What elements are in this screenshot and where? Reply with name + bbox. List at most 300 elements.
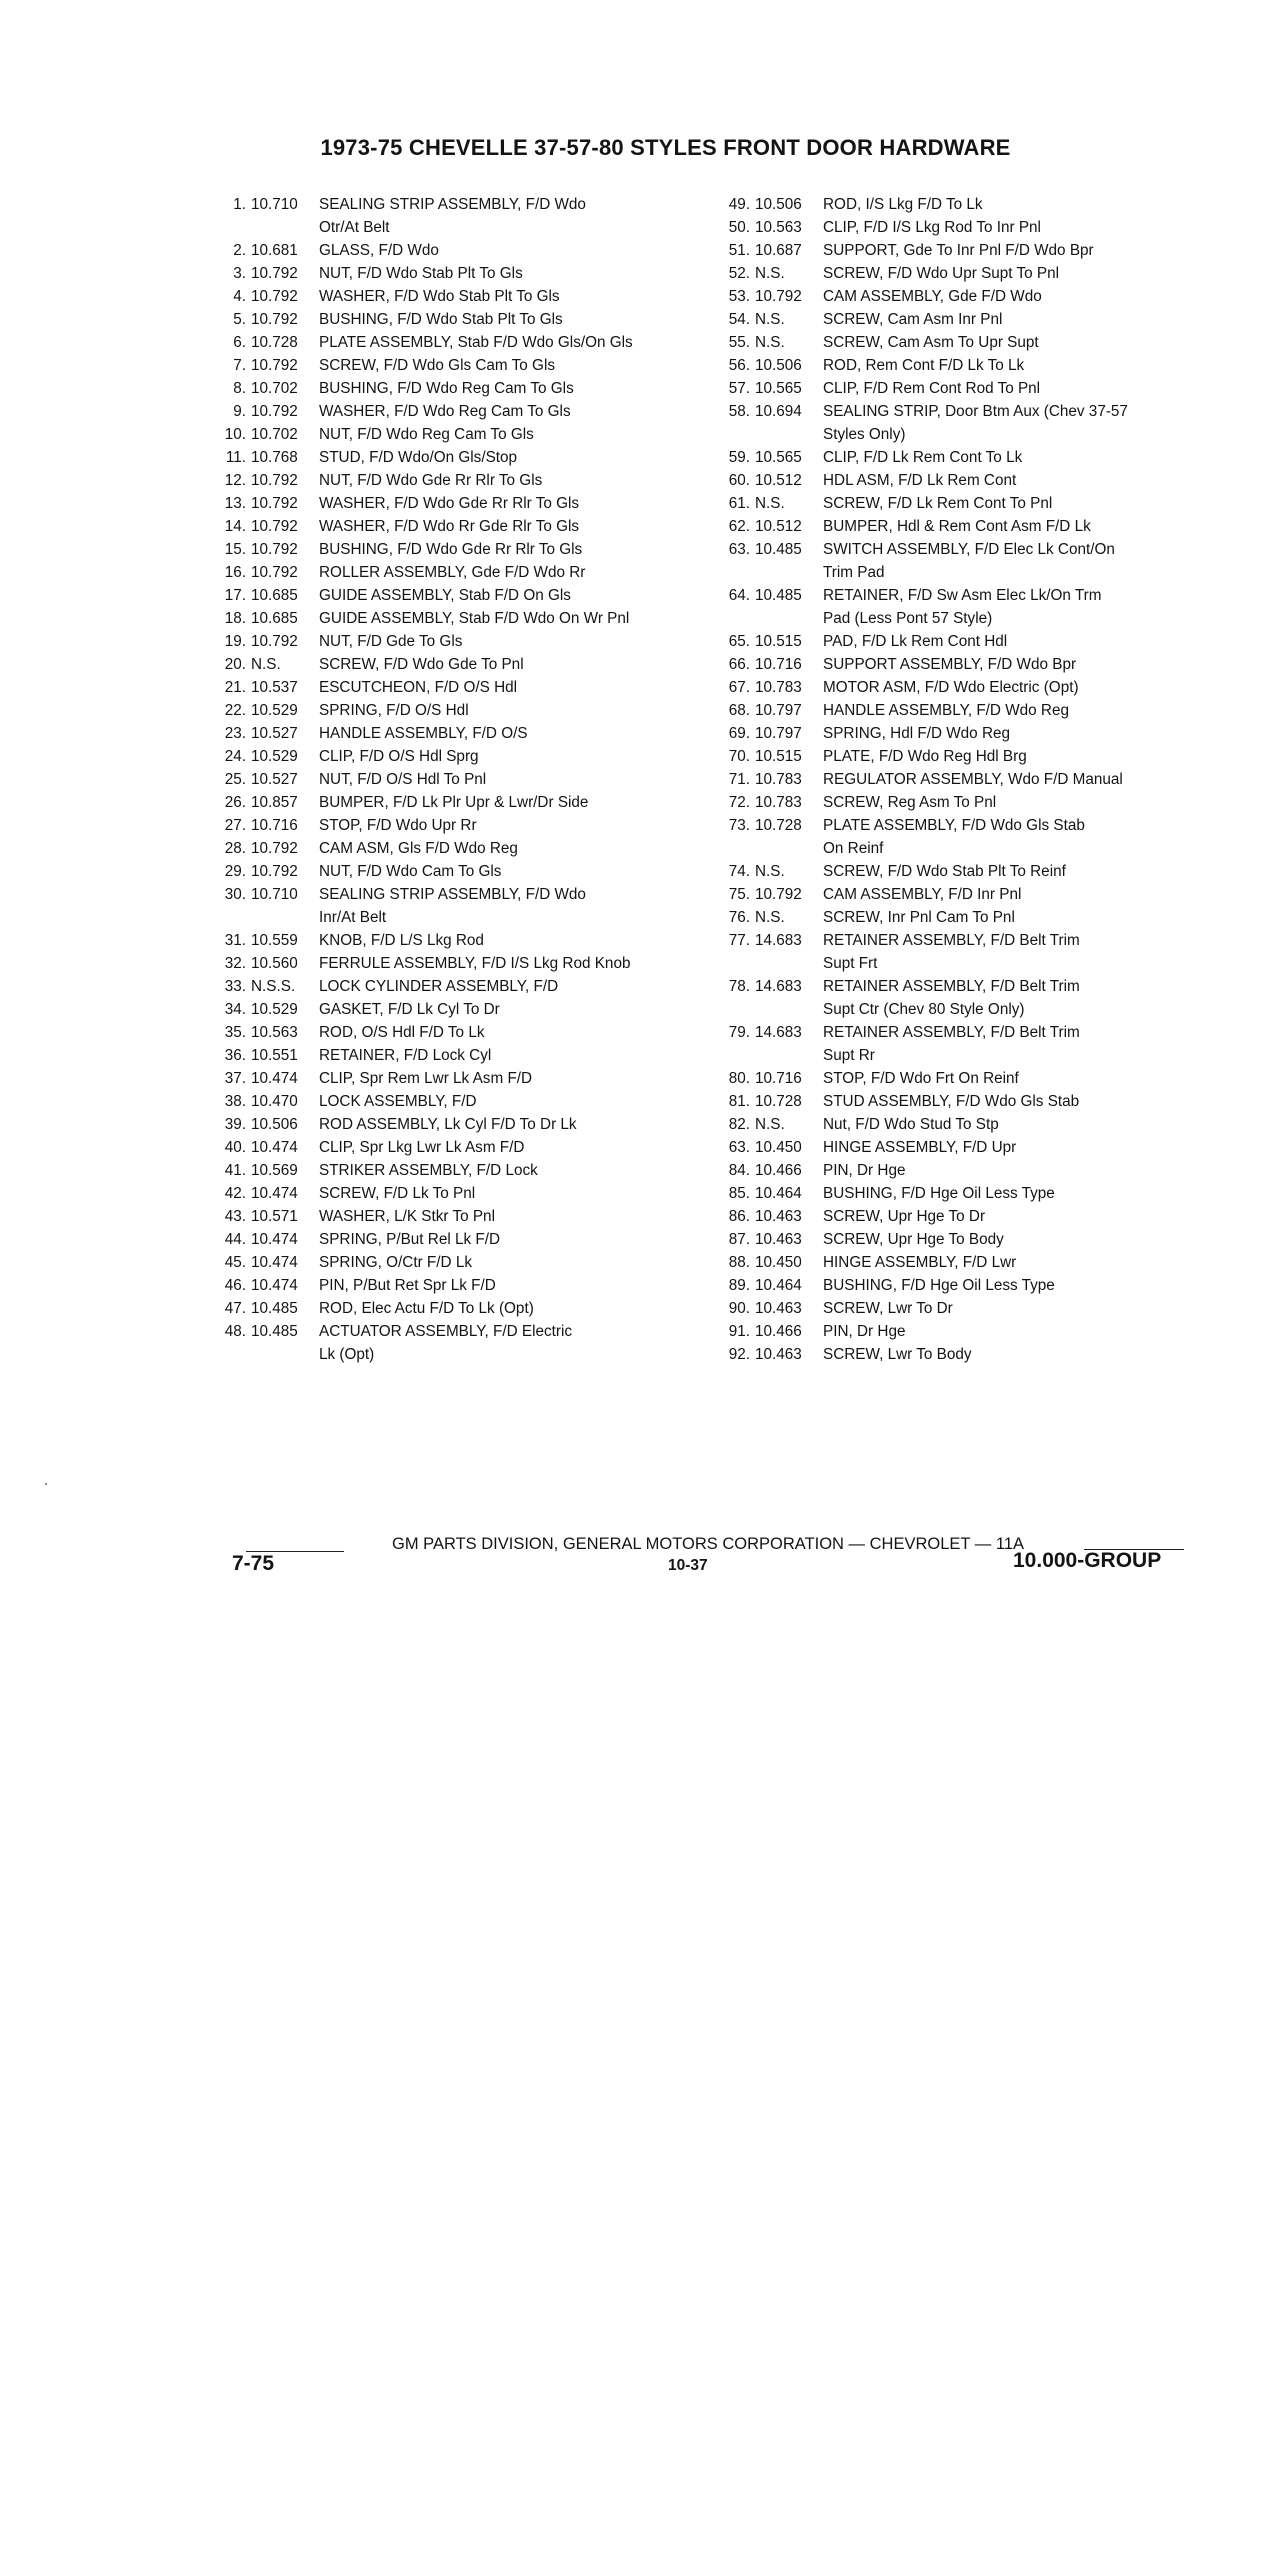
item-number: 84. <box>728 1162 750 1179</box>
group-number: 10.792 <box>251 472 298 489</box>
part-description <box>317 1090 718 1113</box>
part-description <box>317 538 718 561</box>
group-number: 10.728 <box>755 1093 802 1110</box>
description-line: ACTUATOR ASSEMBLY, F/D Electric <box>319 1323 573 1340</box>
part-row <box>722 1136 1192 1159</box>
part-description <box>821 699 1192 722</box>
description-line: RETAINER, F/D Sw Asm Elec Lk/On Trm <box>823 587 1102 604</box>
item-number: 45. <box>224 1254 246 1271</box>
description-line: NUT, F/D Gde To Gls <box>319 633 463 650</box>
description-line: BUSHING, F/D Wdo Stab Plt To Gls <box>319 311 563 328</box>
description-line: ROD ASSEMBLY, Lk Cyl F/D To Dr Lk <box>319 1116 577 1133</box>
description-line: SCREW, Lwr To Body <box>823 1346 972 1363</box>
description-line: HDL ASM, F/D Lk Rem Cont <box>823 472 1017 489</box>
item-number: 22. <box>224 702 246 719</box>
description-line: SCREW, F/D Wdo Gde To Pnl <box>319 656 524 673</box>
group-number: 10.685 <box>251 587 298 604</box>
description-line: BUSHING, F/D Wdo Gde Rr Rlr To Gls <box>319 541 583 558</box>
description-line: PLATE ASSEMBLY, F/D Wdo Gls Stab <box>823 817 1085 834</box>
description-line: PIN, P/But Ret Spr Lk F/D <box>319 1277 496 1294</box>
item-number: 63. <box>728 541 750 558</box>
group-number: 10.470 <box>251 1093 298 1110</box>
description-line: GASKET, F/D Lk Cyl To Dr <box>319 1001 500 1018</box>
group-number: 10.716 <box>251 817 298 834</box>
item-number: 24. <box>224 748 246 765</box>
part-description <box>317 883 718 929</box>
item-number: 42. <box>224 1185 246 1202</box>
item-number: 28. <box>224 840 246 857</box>
description-line: Styles Only) <box>823 426 906 443</box>
part-row <box>218 1182 718 1205</box>
part-row <box>218 446 718 469</box>
group-number: N.S. <box>755 1116 785 1133</box>
part-row <box>218 354 718 377</box>
item-number: 75. <box>728 886 750 903</box>
group-number: 10.716 <box>755 656 802 673</box>
part-row <box>218 814 718 837</box>
part-row <box>218 653 718 676</box>
part-description <box>821 584 1192 630</box>
part-description <box>317 1021 718 1044</box>
part-row <box>722 1251 1192 1274</box>
description-line: NUT, F/D Wdo Cam To Gls <box>319 863 502 880</box>
description-line: PIN, Dr Hge <box>823 1323 906 1340</box>
description-line: SPRING, F/D O/S Hdl <box>319 702 469 719</box>
group-number: N.S. <box>755 265 785 282</box>
description-line: SPRING, O/Ctr F/D Lk <box>319 1254 472 1271</box>
part-description <box>821 883 1192 906</box>
group-number: 10.569 <box>251 1162 298 1179</box>
description-line: BUSHING, F/D Hge Oil Less Type <box>823 1185 1055 1202</box>
part-row <box>722 975 1192 1021</box>
description-line: RETAINER ASSEMBLY, F/D Belt Trim <box>823 1024 1080 1041</box>
part-description <box>317 1159 718 1182</box>
part-row <box>722 354 1192 377</box>
part-row <box>218 239 718 262</box>
description-line: CLIP, Spr Lkg Lwr Lk Asm F/D <box>319 1139 525 1156</box>
group-number: 10.551 <box>251 1047 298 1064</box>
description-line: SEALING STRIP ASSEMBLY, F/D Wdo <box>319 886 586 903</box>
group-number: 10.792 <box>755 288 802 305</box>
item-number: 74. <box>728 863 750 880</box>
group-number: 10.728 <box>755 817 802 834</box>
group-number: 10.506 <box>755 196 802 213</box>
description-line: ROD, Rem Cont F/D Lk To Lk <box>823 357 1025 374</box>
part-row <box>218 1159 718 1182</box>
item-number: 90. <box>728 1300 750 1317</box>
part-row <box>218 331 718 354</box>
part-row <box>722 653 1192 676</box>
part-row <box>218 1320 718 1366</box>
part-row <box>722 768 1192 791</box>
description-line: GLASS, F/D Wdo <box>319 242 439 259</box>
part-row <box>722 469 1192 492</box>
part-description <box>821 492 1192 515</box>
part-row <box>218 929 718 952</box>
item-number: 19. <box>224 633 246 650</box>
group-number: 10.485 <box>251 1323 298 1340</box>
group-number: 10.512 <box>755 518 802 535</box>
part-description <box>317 193 718 239</box>
part-row <box>218 561 718 584</box>
part-row <box>722 1205 1192 1228</box>
part-description <box>317 1067 718 1090</box>
item-number: 79. <box>728 1024 750 1041</box>
part-row <box>218 837 718 860</box>
item-number: 76. <box>728 909 750 926</box>
description-line: SEALING STRIP, Door Btm Aux (Chev 37-57 <box>823 403 1128 420</box>
part-description <box>821 446 1192 469</box>
description-line: HANDLE ASSEMBLY, F/D O/S <box>319 725 528 742</box>
group-number: 10.792 <box>251 311 298 328</box>
group-number: 10.474 <box>251 1277 298 1294</box>
description-line: RETAINER ASSEMBLY, F/D Belt Trim <box>823 978 1080 995</box>
part-row <box>218 1274 718 1297</box>
group-number: 10.450 <box>755 1139 802 1156</box>
item-number: 5. <box>233 311 246 328</box>
part-description <box>821 906 1192 929</box>
description-line: REGULATOR ASSEMBLY, Wdo F/D Manual <box>823 771 1123 788</box>
part-description <box>317 791 718 814</box>
part-row <box>722 492 1192 515</box>
page-number: 10-37 <box>668 1557 708 1574</box>
item-number: 6. <box>233 334 246 351</box>
description-line: NUT, F/D Wdo Gde Rr Rlr To Gls <box>319 472 543 489</box>
part-description <box>821 377 1192 400</box>
part-description <box>317 1136 718 1159</box>
part-row <box>218 1297 718 1320</box>
part-description <box>821 538 1192 584</box>
item-number: 16. <box>224 564 246 581</box>
part-description <box>317 1228 718 1251</box>
part-description <box>821 1297 1192 1320</box>
group-number: 10.792 <box>251 288 298 305</box>
item-number: 38. <box>224 1093 246 1110</box>
group-number: 10.792 <box>251 541 298 558</box>
part-description <box>821 515 1192 538</box>
part-row <box>218 469 718 492</box>
group-number: 10.792 <box>251 357 298 374</box>
part-description <box>821 1274 1192 1297</box>
part-row <box>218 1205 718 1228</box>
part-description <box>821 285 1192 308</box>
part-description <box>317 952 718 975</box>
description-line: SCREW, F/D Lk Rem Cont To Pnl <box>823 495 1053 512</box>
part-row <box>722 515 1192 538</box>
group-number: 10.527 <box>251 771 298 788</box>
group-number: 10.857 <box>251 794 298 811</box>
part-row <box>722 308 1192 331</box>
group-number: 10.768 <box>251 449 298 466</box>
part-row <box>218 791 718 814</box>
parts-list-right <box>722 193 1192 1366</box>
part-description <box>821 1320 1192 1343</box>
description-line: PIN, Dr Hge <box>823 1162 906 1179</box>
description-line: Otr/At Belt <box>319 219 390 236</box>
item-number: 64. <box>728 587 750 604</box>
part-row <box>722 216 1192 239</box>
description-line: RETAINER, F/D Lock Cyl <box>319 1047 492 1064</box>
part-description <box>317 308 718 331</box>
part-description <box>317 400 718 423</box>
part-description <box>317 377 718 400</box>
part-description <box>821 193 1192 216</box>
part-description <box>317 676 718 699</box>
part-row <box>722 745 1192 768</box>
description-line: STOP, F/D Wdo Upr Rr <box>319 817 477 834</box>
description-line: WASHER, F/D Wdo Rr Gde Rlr To Gls <box>319 518 580 535</box>
description-line: On Reinf <box>823 840 884 857</box>
group-number: 10.515 <box>755 748 802 765</box>
group-number: 10.464 <box>755 1277 802 1294</box>
description-line: NUT, F/D O/S Hdl To Pnl <box>319 771 487 788</box>
group-number: 10.529 <box>251 748 298 765</box>
part-row <box>722 1067 1192 1090</box>
part-description <box>821 929 1192 975</box>
item-number: 11. <box>225 449 246 466</box>
group-number: 10.710 <box>251 886 298 903</box>
part-row <box>722 1021 1192 1067</box>
description-line: STUD ASSEMBLY, F/D Wdo Gls Stab <box>823 1093 1080 1110</box>
part-row <box>722 699 1192 722</box>
description-line: SPRING, P/But Rel Lk F/D <box>319 1231 501 1248</box>
description-line: PLATE, F/D Wdo Reg Hdl Brg <box>823 748 1027 765</box>
part-description <box>317 469 718 492</box>
part-row <box>218 538 718 561</box>
description-line: ROD, I/S Lkg F/D To Lk <box>823 196 983 213</box>
part-description <box>317 722 718 745</box>
part-description <box>317 354 718 377</box>
description-line: LOCK ASSEMBLY, F/D <box>319 1093 477 1110</box>
group-number: N.S. <box>251 656 281 673</box>
part-description <box>317 814 718 837</box>
description-line: Nut, F/D Wdo Stud To Stp <box>823 1116 999 1133</box>
part-description <box>317 1251 718 1274</box>
item-number: 10. <box>224 426 246 443</box>
part-description <box>821 469 1192 492</box>
description-line: PAD, F/D Lk Rem Cont Hdl <box>823 633 1008 650</box>
part-row <box>722 883 1192 906</box>
group-number: 10.797 <box>755 725 802 742</box>
group-number: 10.792 <box>251 840 298 857</box>
item-number: 2. <box>233 242 246 259</box>
description-line: SCREW, Upr Hge To Body <box>823 1231 1004 1248</box>
part-row <box>722 814 1192 860</box>
group-number: 10.792 <box>251 265 298 282</box>
part-row <box>218 1021 718 1044</box>
item-number: 52. <box>728 265 750 282</box>
part-description <box>821 1021 1192 1067</box>
group-number: 10.485 <box>755 587 802 604</box>
part-row <box>722 538 1192 584</box>
part-row <box>218 423 718 446</box>
part-row <box>218 308 718 331</box>
part-row <box>218 699 718 722</box>
item-number: 67. <box>728 679 750 696</box>
description-line: BUSHING, F/D Hge Oil Less Type <box>823 1277 1055 1294</box>
part-description <box>317 285 718 308</box>
item-number: 51. <box>728 242 750 259</box>
part-row <box>218 1044 718 1067</box>
part-row <box>722 722 1192 745</box>
item-number: 8. <box>233 380 246 397</box>
group-number: 10.560 <box>251 955 298 972</box>
description-line: SCREW, F/D Lk To Pnl <box>319 1185 476 1202</box>
description-line: SCREW, F/D Wdo Gls Cam To Gls <box>319 357 556 374</box>
part-row <box>722 1320 1192 1343</box>
part-description <box>821 1251 1192 1274</box>
part-description <box>317 745 718 768</box>
group-number: 10.571 <box>251 1208 298 1225</box>
description-line: STUD, F/D Wdo/On Gls/Stop <box>319 449 518 466</box>
group-number: N.S.S. <box>251 978 296 995</box>
description-line: Trim Pad <box>823 564 885 581</box>
parts-list-left <box>218 193 718 1366</box>
part-row <box>218 860 718 883</box>
description-line: SCREW, F/D Wdo Upr Supt To Pnl <box>823 265 1060 282</box>
description-line: Supt Ctr (Chev 80 Style Only) <box>823 1001 1025 1018</box>
description-line: SCREW, F/D Wdo Stab Plt To Reinf <box>823 863 1066 880</box>
part-row <box>722 791 1192 814</box>
group-number: N.S. <box>755 334 785 351</box>
group-number: 14.683 <box>755 1024 802 1041</box>
part-description <box>317 653 718 676</box>
part-description <box>317 860 718 883</box>
group-number: 10.559 <box>251 932 298 949</box>
item-number: 86. <box>728 1208 750 1225</box>
part-description <box>821 1113 1192 1136</box>
group-number: 14.683 <box>755 932 802 949</box>
part-description <box>821 1343 1192 1366</box>
item-number: 87. <box>728 1231 750 1248</box>
part-row <box>218 607 718 630</box>
part-row <box>722 1090 1192 1113</box>
item-number: 62. <box>728 518 750 535</box>
description-line: WASHER, F/D Wdo Gde Rr Rlr To Gls <box>319 495 580 512</box>
part-row <box>722 1274 1192 1297</box>
group-number: N.S. <box>755 311 785 328</box>
item-number: 20. <box>224 656 246 673</box>
item-number: 77. <box>728 932 750 949</box>
part-description <box>821 1159 1192 1182</box>
group-number: 10.515 <box>755 633 802 650</box>
description-line: Supt Rr <box>823 1047 875 1064</box>
part-row <box>722 239 1192 262</box>
group-number: 10.474 <box>251 1185 298 1202</box>
item-number: 18. <box>224 610 246 627</box>
group-number: N.S. <box>755 909 785 926</box>
item-number: 73. <box>728 817 750 834</box>
item-number: 60. <box>728 472 750 489</box>
group-number: 10.537 <box>251 679 298 696</box>
description-line: CLIP, F/D I/S Lkg Rod To Inr Pnl <box>823 219 1041 236</box>
part-row <box>722 285 1192 308</box>
part-row <box>218 492 718 515</box>
part-description <box>317 998 718 1021</box>
part-description <box>317 492 718 515</box>
item-number: 71. <box>728 771 750 788</box>
part-row <box>722 331 1192 354</box>
item-number: 88. <box>728 1254 750 1271</box>
part-description <box>821 1136 1192 1159</box>
item-number: 92. <box>728 1346 750 1363</box>
description-line: HINGE ASSEMBLY, F/D Upr <box>823 1139 1017 1156</box>
part-description <box>317 584 718 607</box>
description-line: PLATE ASSEMBLY, Stab F/D Wdo Gls/On Gls <box>319 334 633 351</box>
group-number: 10.529 <box>251 702 298 719</box>
part-row <box>218 745 718 768</box>
part-description <box>821 630 1192 653</box>
group-number: 10.792 <box>251 518 298 535</box>
part-row <box>722 377 1192 400</box>
item-number: 55. <box>728 334 750 351</box>
item-number: 57. <box>728 380 750 397</box>
part-description <box>317 1297 718 1320</box>
part-row <box>218 400 718 423</box>
part-description <box>317 446 718 469</box>
part-description <box>317 1320 718 1366</box>
part-row <box>218 975 718 998</box>
group-number: 10.563 <box>755 219 802 236</box>
group-number: 10.702 <box>251 380 298 397</box>
part-description <box>317 1274 718 1297</box>
group-number: 10.792 <box>251 495 298 512</box>
part-row <box>722 929 1192 975</box>
item-number: 82. <box>728 1116 750 1133</box>
item-number: 23. <box>224 725 246 742</box>
part-description <box>821 745 1192 768</box>
part-row <box>722 1228 1192 1251</box>
group-number: N.S. <box>755 495 785 512</box>
group-number: 10.529 <box>251 1001 298 1018</box>
group-number: 10.783 <box>755 679 802 696</box>
item-number: 85. <box>728 1185 750 1202</box>
part-description <box>317 1205 718 1228</box>
group-number: 10.694 <box>755 403 802 420</box>
group-number: 10.792 <box>251 564 298 581</box>
part-row <box>218 883 718 929</box>
part-row <box>218 722 718 745</box>
part-description <box>821 722 1192 745</box>
part-description <box>821 975 1192 1021</box>
item-number: 26. <box>224 794 246 811</box>
part-description <box>821 262 1192 285</box>
group-number: 10.466 <box>755 1323 802 1340</box>
part-row <box>218 1228 718 1251</box>
part-description <box>821 1205 1192 1228</box>
description-line: GUIDE ASSEMBLY, Stab F/D Wdo On Wr Pnl <box>319 610 630 627</box>
part-row <box>218 1113 718 1136</box>
part-row <box>218 676 718 699</box>
part-description <box>317 1182 718 1205</box>
item-number: 58. <box>728 403 750 420</box>
group-number: 10.485 <box>755 541 802 558</box>
item-number: 30. <box>224 886 246 903</box>
group-number: 10.464 <box>755 1185 802 1202</box>
item-number: 81. <box>728 1093 750 1110</box>
description-line: SWITCH ASSEMBLY, F/D Elec Lk Cont/On <box>823 541 1115 558</box>
description-line: FERRULE ASSEMBLY, F/D I/S Lkg Rod Knob <box>319 955 631 972</box>
scan-speck <box>45 1483 47 1485</box>
part-row <box>722 584 1192 630</box>
part-description <box>317 1044 718 1067</box>
part-description <box>821 400 1192 446</box>
part-description <box>821 1067 1192 1090</box>
part-row <box>722 676 1192 699</box>
part-row <box>218 1251 718 1274</box>
item-number: 54. <box>728 311 750 328</box>
group-number: 10.687 <box>755 242 802 259</box>
